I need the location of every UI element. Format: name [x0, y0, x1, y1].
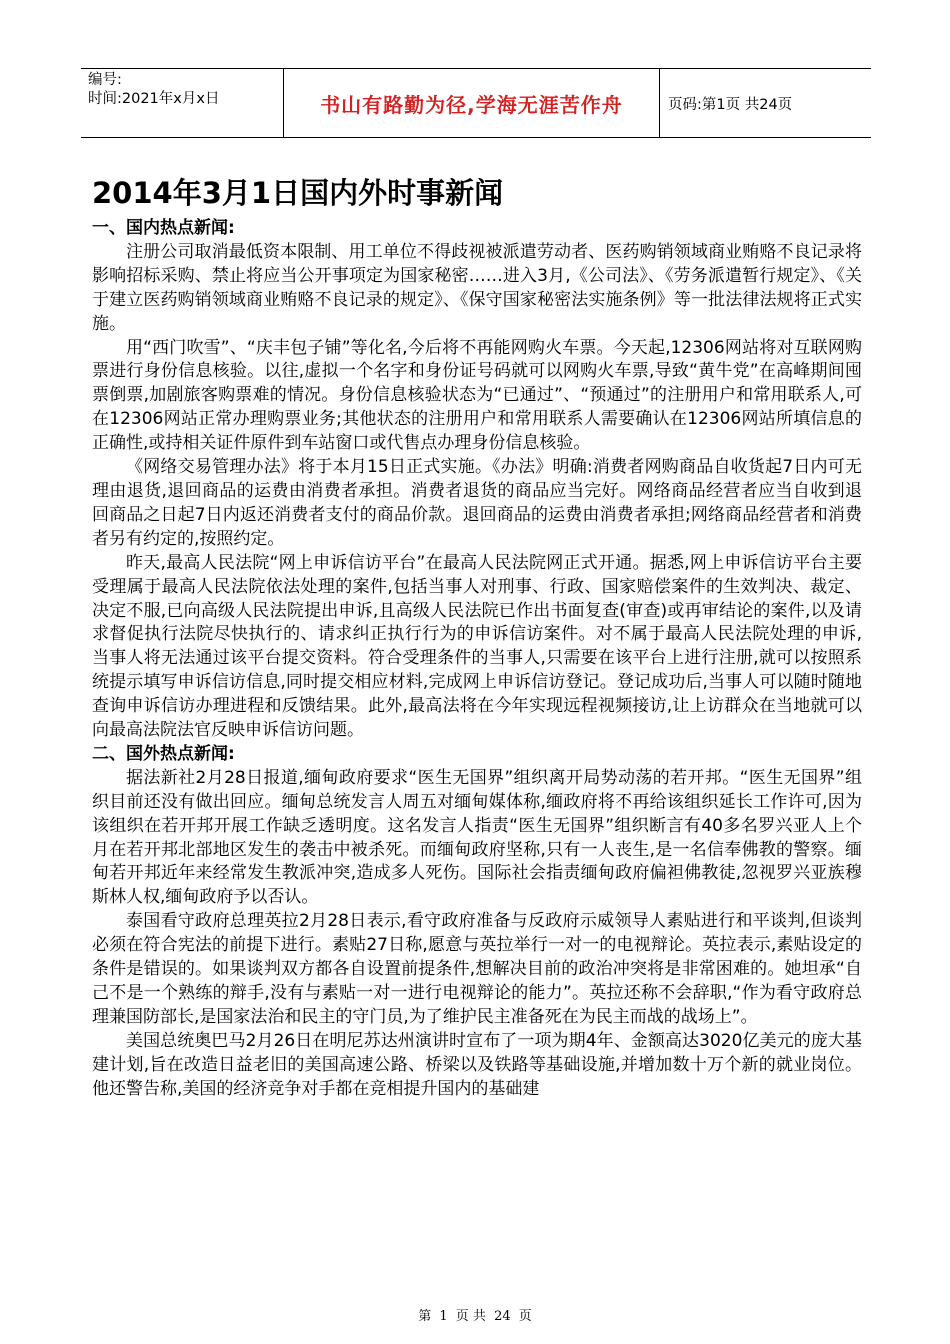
section-international: [92, 743, 862, 1102]
paragraph: 《网络交易管理办法》将于本月15日正式实施。《办法》明确:消费者网购商品自收货起7日内可无理由退货,退回商品的运费由消费者承担。消费者退货的商品应当完好。网络商品经营者应当自收到退回商品之日起7日内返还消费者支付的商品价款。退回商品的运费由消费者承担;网络商品经营者和消费者另有约定的,按照约定。: [92, 457, 862, 549]
header-motto: 书山有路勤为径,学海无涯苦作舟: [284, 69, 660, 137]
document-body: [92, 217, 862, 1102]
document-title: 2014年3月1日国内外时事新闻: [92, 176, 504, 210]
header-page-info: 页码:第1页 共24页: [668, 96, 793, 113]
footer-page-number: 1: [439, 1309, 448, 1324]
section-heading: 一、国内热点新闻:: [92, 218, 235, 238]
footer-mid: 页 共: [455, 1309, 486, 1324]
page-footer: [0, 1305, 950, 1324]
section-domestic: [92, 217, 862, 743]
paragraph: 据法新社2月28日报道,缅甸政府要求“医生无国界”组织离开局势动荡的若开邦。“医生无国界”组织目前还没有做出回应。缅甸总统发言人周五对缅甸媒体称,缅政府将不再给该组织延长工作许可,因为该组织在若开邦开展工作缺乏透明度。这名发言人指责“医生无国界”组织断言有40多名罗兴亚人上个月在若开邦北部地区发生的袭击中被杀死。而缅甸政府坚称,只有一人丧生,是一名信奉佛教的警察。缅甸若开邦近年来经常发生教派冲突,造成多人死伤。国际社会指责缅甸政府偏袒佛教徒,忽视罗兴亚族穆斯林人权,缅甸政府予以否认。: [92, 767, 862, 908]
time-label: 时间:2021年x月x日: [88, 91, 220, 107]
page-header: [81, 68, 871, 138]
paragraph: 泰国看守政府总理英拉2月28日表示,看守政府准备与反政府示威领导人素贴进行和平谈判,但谈判必须在符合宪法的前提下进行。素贴27日称,愿意与英拉举行一对一的电视辩论。英拉表示,素贴设定的条件是错误的。如果谈判双方都各自设置前提条件,想解决目前的政治冲突将是非常困难的。她坦承“自己不是一个熟练的辩手,没有与素贴一对一进行电视辩论的能力”。英拉还称不会辞职,“作为看守政府总理兼国防部长,是国家法治和民主的守门员,为了维护民主准备死在为民主而战的战场上”。: [92, 911, 862, 1027]
footer-total-pages: 24: [494, 1309, 511, 1324]
paragraph: 美国总统奥巴马2月26日在明尼苏达州演讲时宣布了一项为期4年、金额高达3020亿美元的庞大基建计划,旨在改造日益老旧的美国高速公路、桥梁以及铁路等基础设施,并增加数十万个新的就业岗位。他还警告称,美国的经济竞争对手都在竞相提升国内的基础建: [92, 1030, 862, 1099]
footer-prefix: 第: [418, 1309, 432, 1324]
number-label: 编号:: [88, 72, 122, 88]
paragraph: 昨天,最高人民法院“网上申诉信访平台”在最高人民法院网正式开通。据悉,网上申诉信访平台主要受理属于最高人民法院依法处理的案件,包括当事人对刑事、行政、国家赔偿案件的生效判决、裁定、决定不服,已向高级人民法院提出申诉,且高级人民法院已作出书面复查(审查)或再审结论的案件,以及请求督促执行法院尽快执行的、请求纠正执行行为的申诉信访案件。对不属于最高人民法院处理的申诉,当事人将无法通过该平台提交资料。符合受理条件的当事人,只需要在该平台上进行注册,就可以按照系统提示填写申诉信访信息,同时提交相应材料,完成网上申诉信访登记。登记成功后,当事人可以随时随地查询申诉信访办理进程和反馈结果。此外,最高法将在今年实现远程视频接访,让上访群众在当地就可以向最高法院法官反映申诉信访问题。: [92, 552, 862, 741]
paragraph: 用“西门吹雪”、“庆丰包子铺”等化名,今后将不再能网购火车票。今天起,12306网站将对互联网购票进行身份信息核验。以往,虚拟一个名字和身份证号码就可以网购火车票,导致“黄牛党”在高峰期间囤票倒票,加剧旅客购票难的情况。身份信息核验状态为“已通过”、“预通过”的注册用户和常用联系人,可在12306网站正常办理购票业务;其他状态的注册用户和常用联系人需要确认在12306网站所填信息的正确性,或持相关证件原件到车站窗口或代售点办理身份信息核验。: [92, 337, 862, 454]
header-meta: [81, 69, 284, 137]
footer-suffix: 页: [518, 1309, 532, 1324]
paragraph: 注册公司取消最低资本限制、用工单位不得歧视被派遣劳动者、医药购销领域商业贿赂不良记录将影响招标采购、禁止将应当公开事项定为国家秘密……进入3月,《公司法》、《劳务派遣暂行规定》、《关于建立医药购销领域商业贿赂不良记录的规定》、《保守国家秘密法实施条例》等一批法律法规将正式实施。: [92, 241, 862, 334]
section-heading: 二、国外热点新闻:: [92, 743, 235, 764]
